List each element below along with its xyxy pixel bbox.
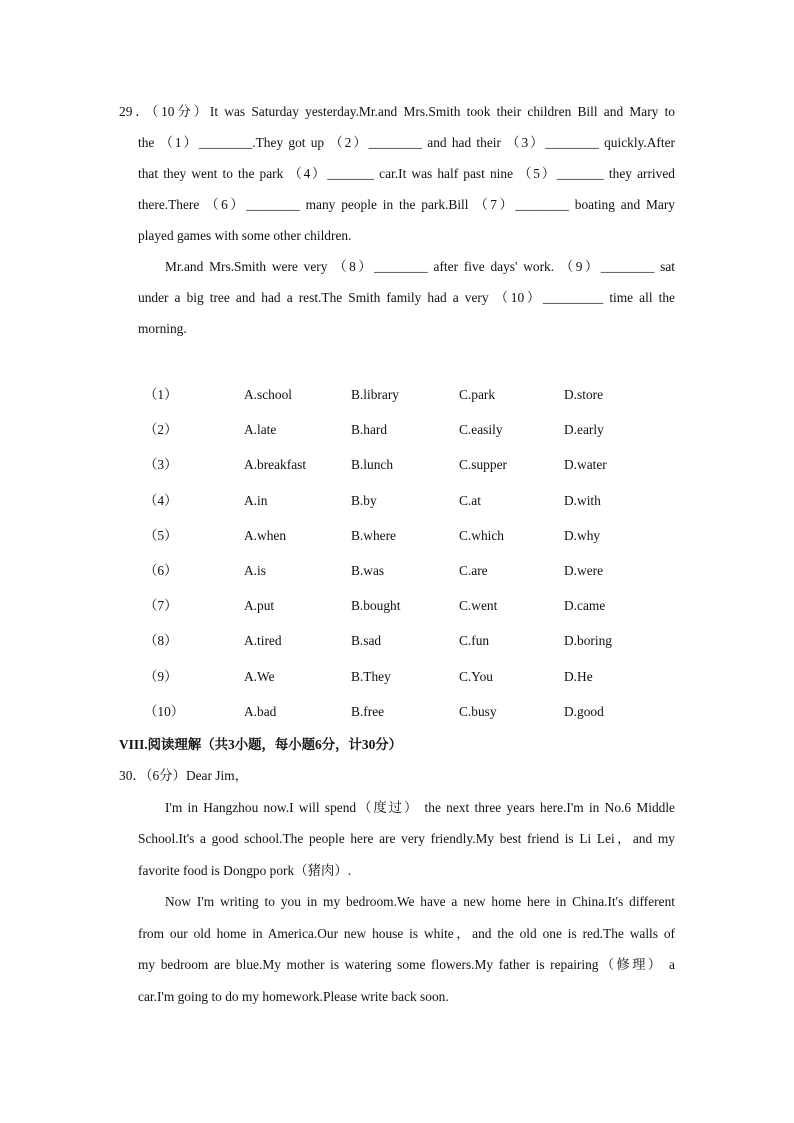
option-c: C.supper [459,457,507,473]
option-number: （5） [144,527,178,543]
option-number: （8） [144,633,178,649]
option-b: B.where [351,527,396,543]
option-d: D.water [564,457,607,473]
passage-line: 29．（10分）It was Saturday yesterday.Mr.and Mrs.Smith took their children Bill and Mary to [119,104,675,119]
option-b: B.hard [351,422,388,438]
option-a: A.in [244,492,268,508]
option-d: D.good [564,703,604,719]
option-a: A.when [244,527,287,543]
option-a: A.put [244,598,275,614]
passage-line: played games with some other children. [138,228,352,243]
passage-line: there.There （6）________ many people in the park.Bill （7）________ boating and Mary [138,197,675,212]
option-b: B.bought [351,598,401,614]
section-heading-reading: VIII.阅读理解（共3小题，每小题6分，计30分） [119,737,403,752]
option-d: D.He [564,668,593,684]
option-d: D.why [564,527,601,543]
letter-line: my bedroom are blue.My mother is watering some flowers.My father is repairing（修理） a [138,957,675,972]
option-number: （9） [144,668,178,684]
option-c: C.went [459,598,498,614]
passage-line: morning. [138,321,187,336]
option-a: A.breakfast [244,457,307,473]
option-c: C.fun [459,633,490,649]
letter-line: 30．（6分）Dear Jim， [119,768,249,783]
passage-line: the （1）________.They got up （2）________ and had their （3）________ quickly.After [138,135,675,150]
letter-line: car.I'm going to do my homework.Please write back soon. [138,988,449,1004]
passage-line: that they went to the park （4）_______ car.It was half past nine （5）_______ they arrived [138,166,675,181]
letter-line: favorite food is Dongpo pork（猪肉）. [138,862,352,878]
option-number: （10） [144,703,185,719]
option-c: C.which [459,527,505,543]
option-b: B.library [351,387,399,402]
option-a: A.late [244,422,277,438]
option-a: A.school [244,387,292,402]
option-c: C.easily [459,422,503,438]
option-c: C.You [459,668,493,684]
option-c: C.park [459,387,496,402]
option-number: （2） [144,422,178,438]
option-a: A.tired [244,633,282,649]
letter-line: I'm in Hangzhou now.I will spend（度过） the next three years here.I'm in No.6 Middle [165,799,675,815]
option-d: D.were [564,562,604,578]
option-b: B.free [351,703,385,719]
option-a: A.We [244,668,275,684]
letter-line: Now I'm writing to you in my bedroom.We have a new home here in China.It's different [165,894,675,909]
letter-line: from our old home in America.Our new house is white，and the old one is red.The walls of [138,925,675,941]
option-c: C.busy [459,703,497,719]
option-c: C.are [459,562,488,578]
option-a: A.bad [244,703,277,719]
option-d: D.came [564,598,606,614]
option-a: A.is [244,562,266,578]
option-number: （3） [144,457,178,473]
question-30-letter [119,764,675,1016]
option-d: D.boring [564,633,612,649]
option-number: （6） [144,562,178,578]
option-b: B.was [351,562,385,578]
question-29-passage [119,100,675,348]
option-b: B.lunch [351,457,394,473]
option-number: （1） [144,387,178,402]
passage-line: Mr.and Mrs.Smith were very （8）________ after five days' work. （9）________ sat [165,259,675,274]
option-d: D.early [564,422,604,438]
option-d: D.store [564,387,604,402]
option-number: （4） [144,492,178,508]
letter-line: School.It's a good school.The people here are very friendly.My best friend is Li Lei，and my [138,831,675,846]
option-c: C.at [459,492,481,508]
option-b: B.by [351,492,377,508]
option-number: （7） [144,598,178,614]
option-b: B.They [351,668,391,684]
option-b: B.sad [351,633,382,649]
option-d: D.with [564,492,601,508]
passage-line: under a big tree and had a rest.The Smith family had a very （10）_________ time all the [138,290,675,305]
